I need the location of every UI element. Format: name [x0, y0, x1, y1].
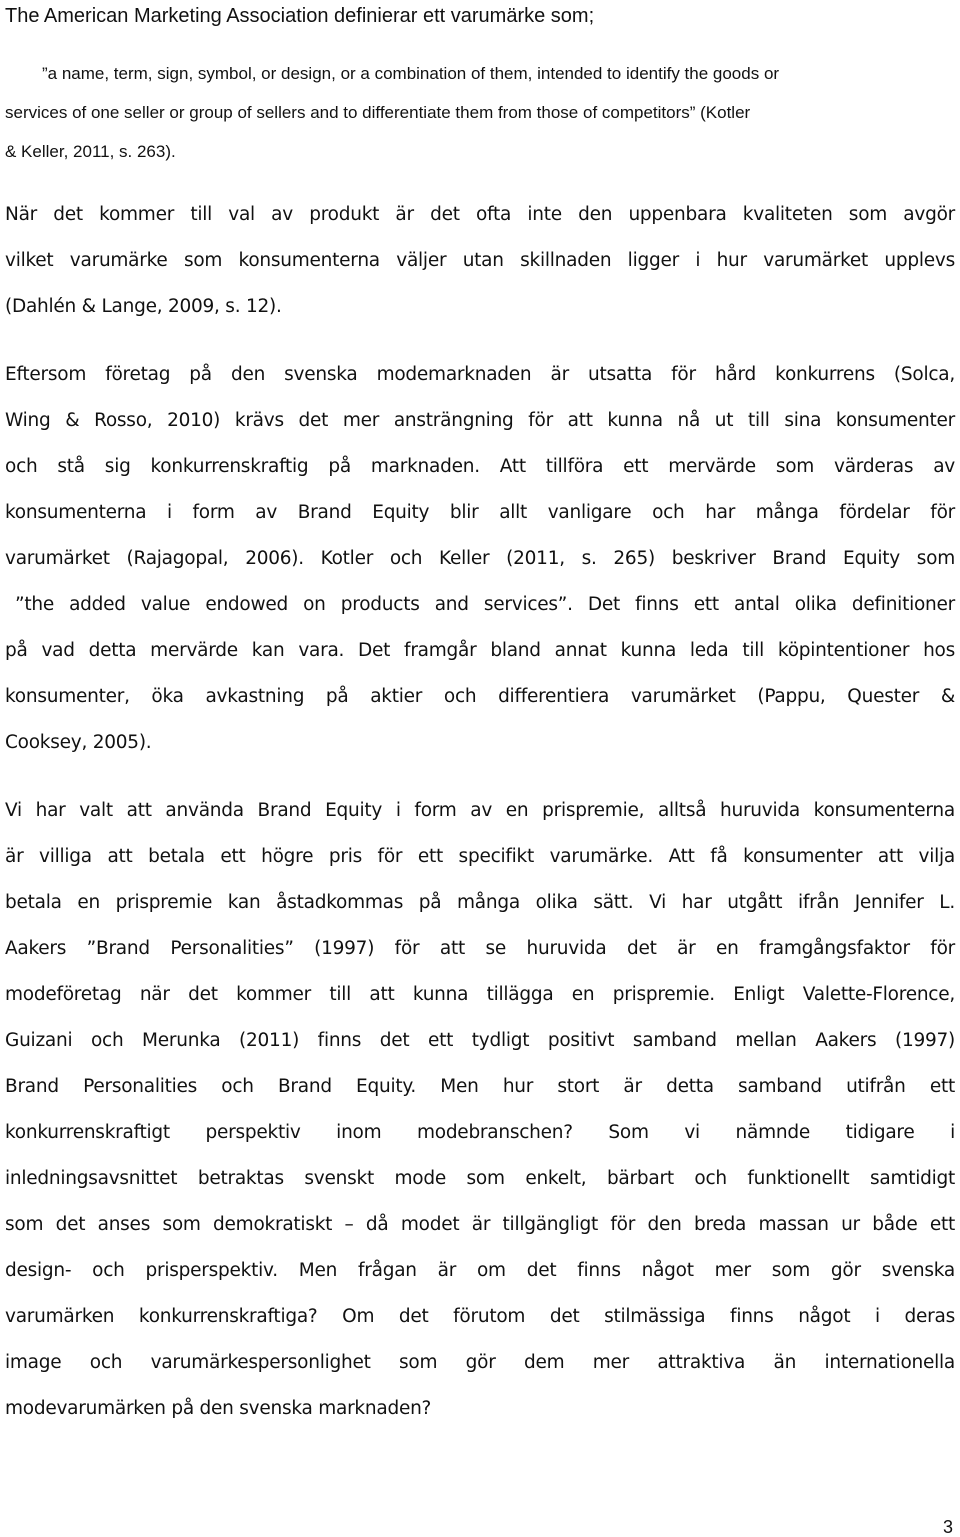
- paragraph-line: konsumenter, öka avkastning på aktier och differentiera varumärket (Pappu, Quester &: [5, 686, 955, 707]
- paragraph-line: Cooksey, 2005).: [5, 732, 152, 753]
- quote-line: services of one seller or group of sellers and to differentiate them from those of competitors” (Kotler: [5, 103, 751, 122]
- paragraph-line: som det anses som demokratiskt – då modet är tillgängligt för den breda massan ur både ett: [5, 1214, 955, 1235]
- paragraph-line: konsumenterna i form av Brand Equity blir allt vanligare och har många fördelar för: [5, 502, 955, 523]
- paragraph-line: image och varumärkespersonlighet som gör dem mer attraktiva än internationella: [5, 1352, 955, 1373]
- paragraph-line: och stå sig konkurrenskraftig på marknaden. Att tillföra ett mervärde som värderas av: [5, 456, 955, 477]
- page-number: 3: [942, 1517, 953, 1537]
- paragraph-line: är villiga att betala ett högre pris för ett specifikt varumärke. Att få konsumenter att vilja: [5, 846, 955, 867]
- quote-line: ”a name, term, sign, symbol, or design, or a combination of them, intended to identify the goods or: [42, 64, 780, 83]
- paragraph-line: vilket varumärke som konsumenterna väljer utan skillnaden ligger i hur varumärket upplevs: [5, 250, 955, 271]
- paragraph-line: Vi har valt att använda Brand Equity i form av en prispremie, alltså huruvida konsumenterna: [5, 800, 955, 821]
- paragraph-line: på vad detta mervärde kan vara. Det framgår bland annat kunna leda till köpintentioner hos: [5, 640, 955, 661]
- paragraph-line: Brand Personalities och Brand Equity. Men hur stort är detta samband utifrån ett: [5, 1076, 955, 1097]
- paragraph-line: varumärken konkurrenskraftiga? Om det förutom det stilmässiga finns något i deras: [5, 1306, 955, 1327]
- document-heading: The American Marketing Association definierar ett varumärke som;: [5, 5, 595, 27]
- paragraph-line: konkurrenskraftigt perspektiv inom modebranschen? Som vi nämnde tidigare i: [5, 1122, 955, 1143]
- paragraph-line: inledningsavsnittet betraktas svenskt mode som enkelt, bärbart och funktionellt samtidigt: [5, 1168, 955, 1189]
- paragraph-line: Wing & Rosso, 2010) krävs det mer ansträngning för att kunna nå ut till sina konsumenter: [5, 410, 955, 431]
- paragraph-line: modevarumärken på den svenska marknaden?: [5, 1398, 432, 1419]
- paragraph-line: betala en prispremie kan åstadkommas på många olika sätt. Vi har utgått ifrån Jennifer L.: [5, 892, 955, 913]
- quote-line: & Keller, 2011, s. 263).: [5, 142, 176, 161]
- paragraph-line: ”the added value endowed on products and services”. Det finns ett antal olika definitioner: [15, 594, 955, 615]
- paragraph-line: design- och prisperspektiv. Men frågan är om det finns något mer som gör svenska: [5, 1260, 955, 1281]
- paragraph-line: Guizani och Merunka (2011) finns det ett tydligt positivt samband mellan Aakers (1997): [5, 1030, 955, 1051]
- paragraph-line: Eftersom företag på den svenska modemarknaden är utsatta för hård konkurrens (Solca,: [5, 364, 955, 385]
- paragraph-line: modeföretag när det kommer till att kunna tillägga en prispremie. Enligt Valette-Florence,: [5, 984, 955, 1005]
- paragraph-line: (Dahlén & Lange, 2009, s. 12).: [5, 296, 282, 317]
- paragraph-line: När det kommer till val av produkt är det ofta inte den uppenbara kvaliteten som avgör: [5, 204, 955, 225]
- paragraph-line: varumärket (Rajagopal, 2006). Kotler och Keller (2011, s. 265) beskriver Brand Equity som: [5, 548, 955, 569]
- paragraph-line: Aakers ”Brand Personalities” (1997) för att se huruvida det är en framgångsfaktor för: [5, 938, 955, 959]
